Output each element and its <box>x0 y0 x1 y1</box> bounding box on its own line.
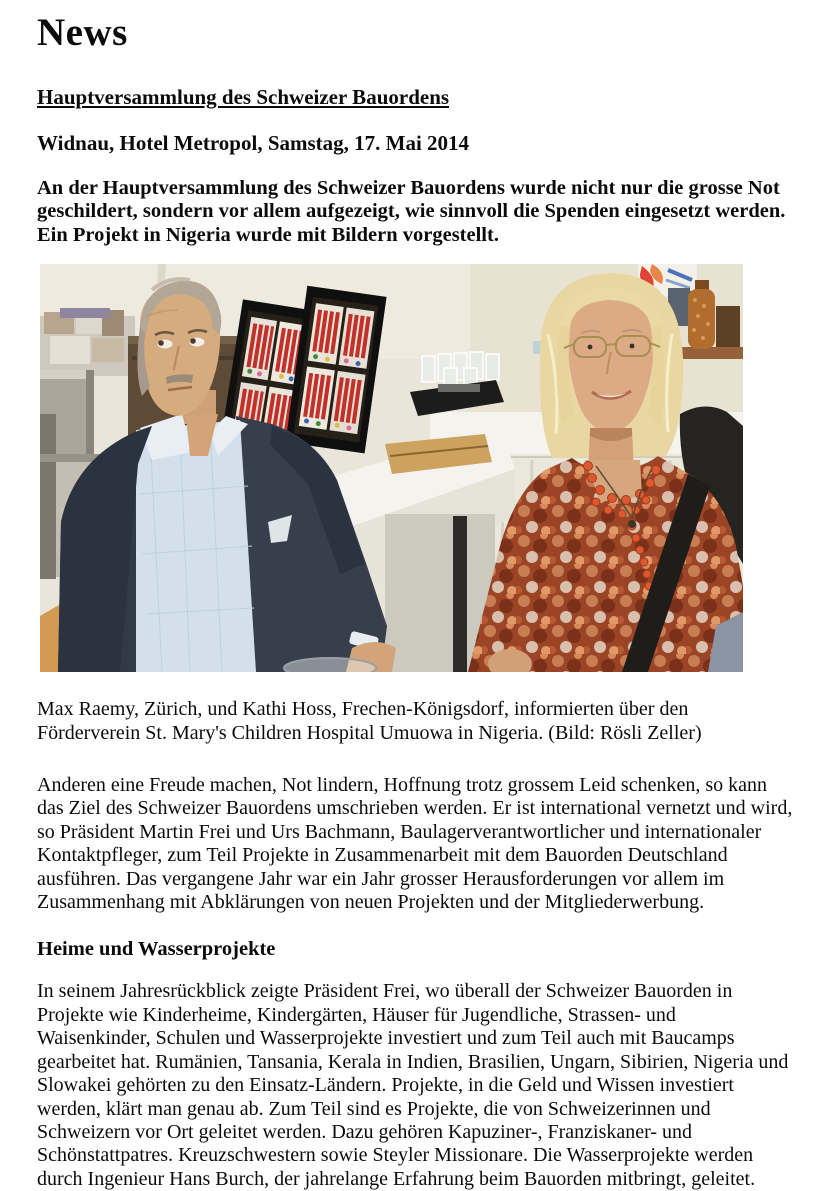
photo-caption <box>37 698 810 745</box>
text-line: ausführen. Das vergangene Jahr war ein Jahr grosser Herausforderungen vor allem im <box>37 867 725 890</box>
buffet-shelf <box>40 308 135 376</box>
text-line: Waisenkinder, Schulen und Wasserprojekte investiert und zum Teil auch mit Baucamps <box>37 1027 735 1050</box>
photo-illustration <box>40 264 743 672</box>
text-line: In seinem Jahresrückblick zeigte Präsident Frei, wo überall der Schweizer Bauorden in <box>37 980 733 1003</box>
text-line: An der Hauptversammlung des Schweizer Bauordens wurde nicht nur die grosse Not <box>37 177 780 199</box>
text-line: Schweizern vor Ort geleitet werden. Dazu gehören Kapuziner-, Franziskaner- und <box>37 1120 693 1143</box>
paragraph-2 <box>37 980 810 1191</box>
text-line: Max Raemy, Zürich, und Kathi Hoss, Frechen-Königsdorf, informierten über den <box>37 698 689 721</box>
wine-glass <box>284 658 376 672</box>
paragraph-1 <box>37 774 810 914</box>
text-line: das Ziel des Schweizer Bauordens umschrieben werden. Er ist international vernetzt und wird, <box>37 797 793 820</box>
text-line: Projekte wie Kinderheime, Kindergärten, Häuser für Jugendliche, Strassen- und <box>37 1003 676 1026</box>
text-line: Ein Projekt in Nigeria wurde mit Bildern vorgestellt. <box>37 223 499 246</box>
text-line: durch Ingenieur Hans Burch, der jahrelange Erfahrung beim Bauorden mitbringt, geleitet. <box>37 1167 756 1190</box>
text-line: geschildert, sondern vor allem aufgezeigt, wie sinnvoll die Spenden eingesetzt werden. <box>37 200 786 223</box>
text-line: Schönstattpatres. Kreuzschwestern sowie Steyler Missionare. Die Wasserprojekte werden <box>37 1144 754 1167</box>
article-lead <box>37 177 810 247</box>
article-photo <box>40 264 743 672</box>
article-heading: Hauptversammlung des Schweizer Bauordens <box>37 85 450 109</box>
section-subheading: Heime und Wasserprojekte <box>37 938 276 961</box>
page-title: News <box>37 11 128 54</box>
article-dateline: Widnau, Hotel Metropol, Samstag, 17. Mai 2014 <box>37 131 470 155</box>
text-line: Slowakei gehörten zu den Einsatz-Ländern. Projekte, in die Geld und Wissen investiert <box>37 1074 734 1097</box>
text-line: Anderen eine Freude machen, Not lindern, Hoffnung trotz grossem Leid schenken, so kann <box>37 774 767 797</box>
text-line: werden, klärt man genau ab. Zum Teil sind es Projekte, die von Schweizerinnen und <box>37 1097 711 1120</box>
text-line: Kontaktpfleger, zum Teil Projekte in Zusammenarbeit mit dem Bauorden Deutschland <box>37 844 728 867</box>
text-line: so Präsident Martin Frei und Urs Bachmann, Baulagerverantwortlicher und internationaler <box>37 820 762 843</box>
text-line: gearbeitet hat. Rumänien, Tansania, Kerala in Indien, Brasilien, Ungarn, Sibirien, Nigeria und <box>37 1050 789 1073</box>
text-line: Zusammenhang mit Abklärungen von neuen Projekten und der Mitgliederwerbung. <box>37 891 705 914</box>
text-line: Förderverein St. Mary's Children Hospital Umuowa in Nigeria. (Bild: Rösli Zeller) <box>37 721 702 744</box>
